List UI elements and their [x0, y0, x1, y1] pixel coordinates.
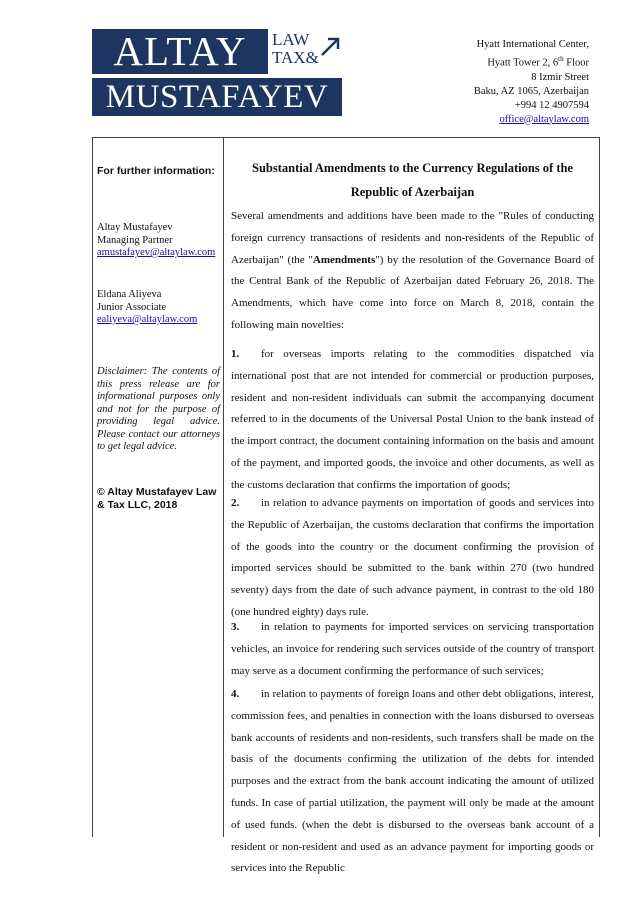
copyright-notice: © Altay Mustafayev Law & Tax LLC, 2018 — [97, 486, 217, 511]
company-logo — [92, 29, 342, 116]
phone-number: +994 12 4907594 — [514, 99, 589, 111]
logo-arrow-icon — [318, 35, 342, 59]
disclaimer: Disclaimer: The contents of this press release are for informational purposes only and not for the purpose of providing legal advice. Please contact our attorneys to get legal advice. — [97, 366, 220, 452]
logo-law: LAW — [272, 30, 310, 49]
contact-role: Junior Associate — [97, 301, 167, 313]
address-line: 8 Izmir Street — [531, 71, 589, 83]
contact-email-link[interactable]: ealiyeva@altaylaw.com — [97, 314, 198, 325]
office-email-link[interactable]: office@altaylaw.com — [499, 113, 589, 125]
logo-name-altay: ALTAY — [92, 29, 268, 74]
article-intro: Several amendments and additions have been made to the "Rules of conducting foreign currency transactions of residents and non-residents of the Republic of Azerbaijan" (the "Amendments") by the resolution of the Governance Board of the Central Bank of the Republic of Azerbaijan dated February 26, 2018. The Amendments, which have come into force on March 8, 2018, contain the following main novelties: — [231, 210, 594, 331]
logo-name-mustafayev: MUSTAFAYEV — [92, 78, 342, 116]
contact-role: Managing Partner — [97, 234, 173, 246]
contact-card-2 — [97, 289, 220, 327]
novelty-item: 1. for overseas imports relating to the commodities dispatched via international post that are not intended for commercial or production purposes, resident and non-resident individuals can submit the accompanying document referred to in the documents of the Universal Postal Union to the bank instead of the import contract, the document containing information on the basis and amount of the payment, and imported goods, the invoice and other documents, as well as the customs declaration that confirms the importation of goods; — [231, 348, 594, 491]
article-title: Substantial Amendments to the Currency Regulations of the Republic of Azerbaijan — [252, 161, 573, 199]
novelty-item: 3. in relation to payments for imported services on servicing transportation vehicles, an invoice for rendering such services outside of the country of transport may serve as a document confirming the performance of such services; — [231, 621, 594, 677]
logo-tax: TAX — [272, 48, 306, 67]
sidebar-heading: For further information: — [97, 165, 215, 177]
address-line: Baku, AZ 1065, Azerbaijan — [473, 85, 589, 97]
novelty-item: 2. in relation to advance payments on importation of goods and services into the Republic of Azerbaijan, the customs declaration that confirms the importation of the goods into the country or the document confirming the provision of imported services should be submitted to the bank within 270 (two hundred seventy) days from the date of such advance payment, in contrast to the old 180 (one hundred eighty) days rule. — [231, 497, 594, 618]
contact-name: Altay Mustafayev — [97, 222, 173, 233]
contact-name: Eldana Aliyeva — [97, 289, 162, 300]
office-address — [474, 38, 589, 127]
column-divider — [223, 137, 224, 837]
novelty-item: 4. in relation to payments of foreign loans and other debt obligations, interest, commission fees, and penalties in connection with the loans disbursed to overseas bank accounts of residents and non-residents, such transfers shall be made on the basis of the documents confirming the utilization of the debts for intended purposes and the extract from the bank account indicating the amount of utilized funds. In case of partial utilization, the payment will only be made at the amount of used funds. (when the debt is disbursed to the overseas bank account of a resident or non-resident and used as an advance payment for importing goods or services into the Republic — [231, 688, 594, 875]
contact-email-link[interactable]: amustafayev@altaylaw.com — [97, 247, 216, 258]
logo-law-tax — [272, 31, 319, 67]
address-line: Hyatt Tower 2, 6th Floor — [487, 55, 589, 69]
logo-ampersand: & — [305, 48, 319, 67]
address-line: Hyatt International Center, — [476, 39, 589, 50]
contact-card-1 — [97, 222, 220, 260]
